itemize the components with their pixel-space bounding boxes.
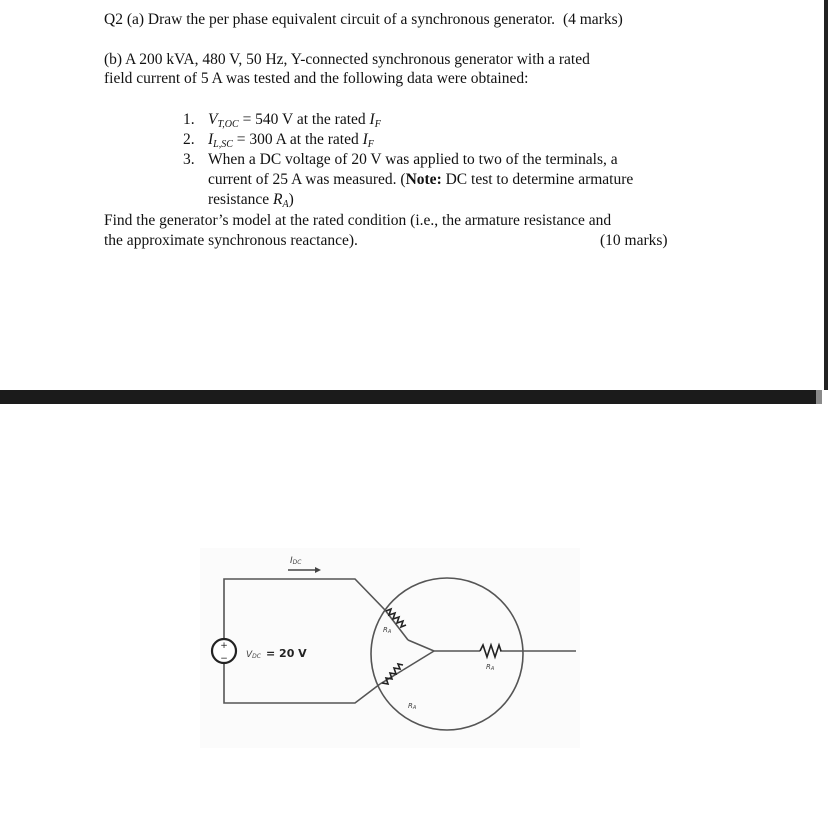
current-label: IDC — [290, 556, 302, 566]
source-label: VDC — [246, 650, 261, 660]
find-line-1: Find the generator’s model at the rated condition (i.e., the armature resistance and — [104, 212, 612, 229]
list-number: 3. — [183, 151, 195, 168]
find-line-2: the approximate synchronous reactance). — [104, 232, 358, 249]
list-item-text: current of 25 A was measured. ( — [208, 171, 406, 188]
field-current-subscript: F — [367, 139, 374, 150]
part-a-text: Q2 (a) Draw the per phase equivalent circuit of a synchronous generator. — [104, 11, 556, 28]
screenshot-divider — [0, 390, 820, 404]
plus-icon: + — [220, 641, 228, 651]
resistor-label-upper: RA — [383, 626, 392, 635]
list-item-3 — [183, 150, 618, 170]
dc-test-circuit-diagram — [200, 548, 580, 753]
divider-edge — [816, 390, 822, 404]
dc-source — [212, 639, 236, 664]
current-subscript: F — [374, 119, 381, 130]
resistor-label-lower: RA — [408, 702, 417, 711]
list-number: 1. — [183, 111, 195, 128]
part-a-marks: (4 marks) — [562, 11, 623, 28]
voltage-symbol: V — [208, 111, 218, 128]
list-item-3-line-2 — [208, 170, 633, 190]
page-edge — [824, 0, 828, 390]
list-item-text: = 540 V at the rated — [238, 111, 370, 128]
question-page — [0, 0, 828, 390]
circuit-svg — [200, 548, 580, 748]
part-b-line-2: field current of 5 A was tested and the following data were obtained: — [104, 70, 529, 87]
list-item-text: ) — [288, 191, 294, 208]
list-item-text: When a DC voltage of 20 V was applied to two of the terminals, a — [208, 151, 618, 168]
list-item-text: DC test to determine armature — [441, 171, 634, 188]
current-symbol: I — [208, 131, 214, 148]
current-symbol: I — [369, 111, 375, 128]
find-marks: (10 marks) — [600, 232, 668, 249]
resistance-symbol: R — [272, 191, 283, 208]
field-current-symbol: I — [362, 131, 368, 148]
resistance-subscript: A — [282, 199, 289, 210]
source-value: = 20 V — [266, 647, 307, 660]
note-label: Note: — [405, 171, 442, 188]
voltage-subscript: T,OC — [217, 119, 239, 130]
list-item-text: resistance — [208, 191, 273, 208]
part-a-line — [104, 10, 623, 30]
list-item-text: = 300 A at the rated — [232, 131, 363, 148]
part-b-line-1: (b) A 200 kVA, 480 V, 50 Hz, Y-connected synchronous generator with a rated — [104, 51, 590, 68]
minus-icon: − — [220, 654, 228, 664]
current-subscript: L,SC — [213, 139, 233, 150]
resistor-label-right: RA — [486, 663, 495, 672]
list-number: 2. — [183, 131, 195, 148]
